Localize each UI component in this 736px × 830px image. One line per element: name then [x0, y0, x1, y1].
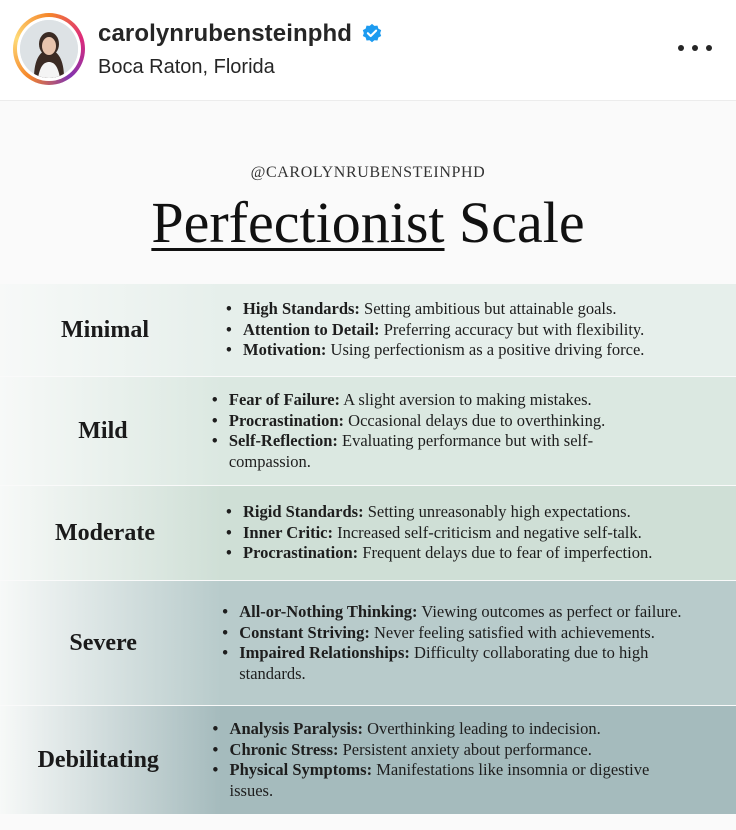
- list-item: • Physical Symptoms: Manifestations like insomnia or digestive issues.: [213, 760, 666, 801]
- scale-row-mild: [0, 377, 736, 485]
- scale-row-moderate: [0, 486, 736, 580]
- list-item: • Attention to Detail: Preferring accuracy but with flexibility.: [226, 320, 644, 341]
- scale-row-minimal: [0, 284, 736, 376]
- list-item: • Constant Striving: Never feeling satisfied with achievements.: [222, 623, 710, 644]
- username-link[interactable]: carolynrubensteinphd: [98, 20, 353, 47]
- list-item: • High Standards: Setting ambitious but attainable goals.: [226, 299, 644, 320]
- post-image[interactable]: [0, 101, 736, 830]
- title-underlined: Perfectionist: [151, 190, 445, 255]
- scale-item-list: [197, 706, 736, 814]
- scale-level-label: Debilitating: [37, 746, 159, 773]
- scale-item-list: [210, 284, 664, 376]
- list-item: • Motivation: Using perfectionism as a positive driving force.: [226, 340, 644, 361]
- post-handle: @CAROLYNRUBENSTEINPHD: [250, 164, 486, 181]
- dot: [678, 45, 684, 51]
- avatar-portrait-icon: [20, 20, 78, 78]
- list-item: • All-or-Nothing Thinking: Viewing outcomes as perfect or failure.: [222, 602, 710, 623]
- list-item: • Inner Critic: Increased self-criticism and negative self-talk.: [226, 523, 652, 544]
- post-title: [0, 190, 736, 255]
- more-options-icon[interactable]: [678, 38, 712, 58]
- list-item: • Chronic Stress: Persistent anxiety about performance.: [213, 740, 666, 761]
- dot: [692, 45, 698, 51]
- scale-level-label: Minimal: [61, 316, 149, 343]
- list-item: • Rigid Standards: Setting unreasonably high expectations.: [226, 502, 652, 523]
- verified-badge-icon: [361, 23, 383, 45]
- post-header: [0, 0, 736, 101]
- scale-item-list: [206, 581, 736, 705]
- story-ring[interactable]: [13, 13, 85, 85]
- scale-row-debilitating: [0, 706, 736, 814]
- avatar[interactable]: [20, 20, 78, 78]
- scale-item-list: [210, 486, 672, 580]
- list-item: • Impaired Relationships: Difficulty collaborating due to high standards.: [222, 643, 710, 684]
- list-item: • Procrastination: Occasional delays due to overthinking.: [212, 411, 666, 432]
- location-link[interactable]: Boca Raton, Florida: [98, 56, 275, 78]
- scale-level-label: Moderate: [55, 519, 155, 546]
- scale-level-label: Severe: [69, 629, 137, 656]
- list-item: • Self-Reflection: Evaluating performance but with self-compassion.: [212, 431, 666, 472]
- scale-level-label: Mild: [78, 417, 128, 444]
- list-item: • Fear of Failure: A slight aversion to making mistakes.: [212, 390, 666, 411]
- list-item: • Analysis Paralysis: Overthinking leading to indecision.: [213, 719, 666, 740]
- scale-row-severe: [0, 581, 736, 705]
- avatar-frame: [17, 17, 81, 81]
- dot: [706, 45, 712, 51]
- title-rest: Scale: [459, 190, 585, 255]
- list-item: • Procrastination: Frequent delays due to fear of imperfection.: [226, 543, 652, 564]
- username-row: [98, 20, 383, 48]
- scale-item-list: [206, 377, 736, 485]
